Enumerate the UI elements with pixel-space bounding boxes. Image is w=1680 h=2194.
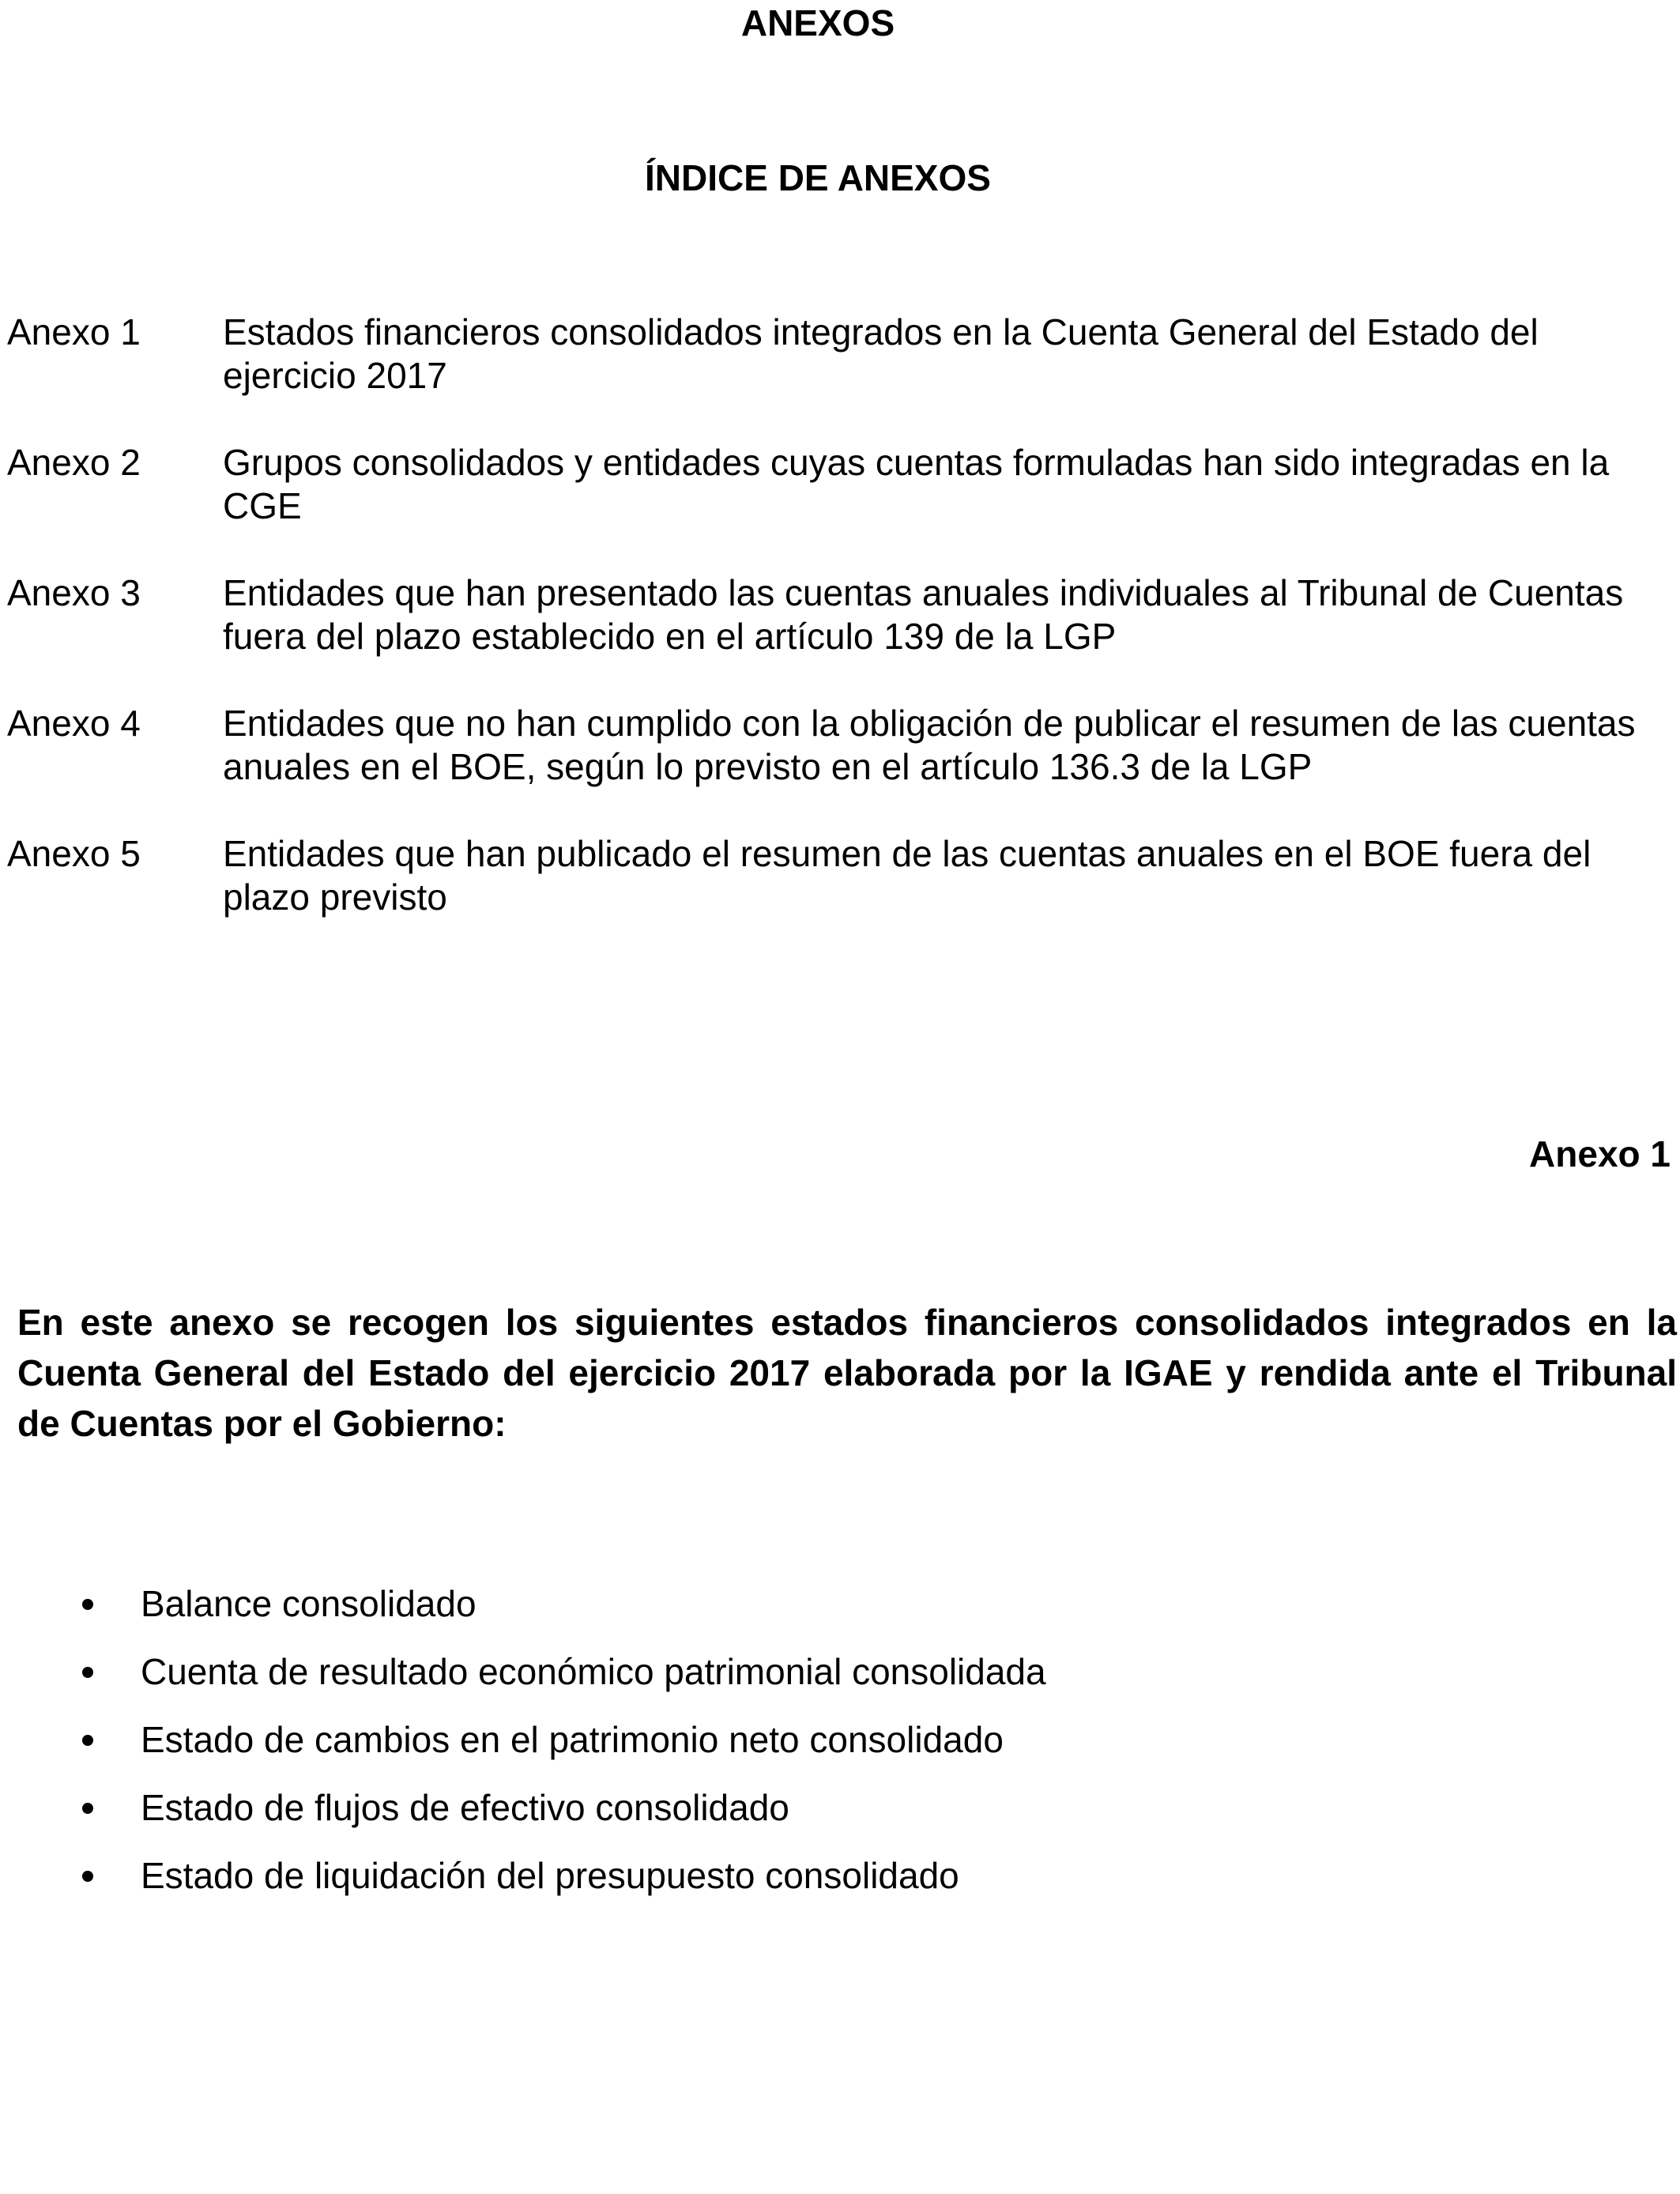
list-item-label: Cuenta de resultado económico patrimonial consolidada — [141, 1651, 1046, 1692]
bullet-icon — [77, 1718, 141, 1762]
annex-1-intro-paragraph: En este anexo se recogen los siguientes estados financieros consolidados integrados en la Cuenta General del Estado del ejercicio 2017 elaborada por la IGAE y rendida ante el Tribunal de Cuentas por el Gobierno: — [17, 1302, 1677, 1444]
annex-index-list — [7, 311, 1674, 963]
index-label: Anexo 4 — [7, 703, 141, 744]
bullet-icon — [77, 1582, 141, 1626]
index-description: Grupos consolidados y entidades cuyas cuentas formuladas han sido integradas en la CGE — [223, 442, 1610, 526]
list-item-label: Balance consolidado — [141, 1583, 477, 1624]
index-label: Anexo 3 — [7, 572, 141, 613]
index-description: Entidades que han presentado las cuentas anuales individuales al Tribunal de Cuentas fuera del plazo establecido en el artículo 139 de la LGP — [223, 572, 1624, 657]
list-item — [77, 1706, 1579, 1774]
bullet-icon — [77, 1786, 141, 1830]
list-item — [77, 1638, 1579, 1706]
index-title: ÍNDICE DE ANEXOS — [645, 157, 991, 198]
index-row-annex-1 — [7, 311, 1674, 398]
list-item-label: Estado de cambios en el patrimonio neto consolidado — [141, 1719, 1004, 1760]
annex-1-heading: Anexo 1 — [1529, 1133, 1671, 1174]
list-item — [77, 1774, 1579, 1842]
bullet-icon — [77, 1650, 141, 1694]
index-label: Anexo 5 — [7, 833, 141, 874]
index-description: Entidades que no han cumplido con la obligación de publicar el resumen de las cuentas anuales en el BOE, según lo previsto en el artículo 136.3 de la LGP — [223, 703, 1636, 787]
bullet-icon — [77, 1854, 141, 1898]
list-item-label: Estado de liquidación del presupuesto consolidado — [141, 1855, 959, 1896]
index-row-annex-3 — [7, 571, 1674, 658]
main-title: ANEXOS — [740, 2, 895, 43]
index-description: Estados financieros consolidados integrados en la Cuenta General del Estado del ejercicio 2017 — [223, 311, 1539, 396]
index-label: Anexo 2 — [7, 442, 141, 483]
list-item — [77, 1570, 1579, 1638]
list-item — [77, 1842, 1579, 1909]
index-description: Entidades que han publicado el resumen de las cuentas anuales en el BOE fuera del plazo previsto — [223, 833, 1591, 918]
financial-statements-list — [77, 1570, 1579, 1909]
index-row-annex-5 — [7, 832, 1674, 919]
index-row-annex-4 — [7, 702, 1674, 789]
index-row-annex-2 — [7, 441, 1674, 528]
index-label: Anexo 1 — [7, 311, 141, 352]
list-item-label: Estado de flujos de efectivo consolidado — [141, 1787, 789, 1828]
